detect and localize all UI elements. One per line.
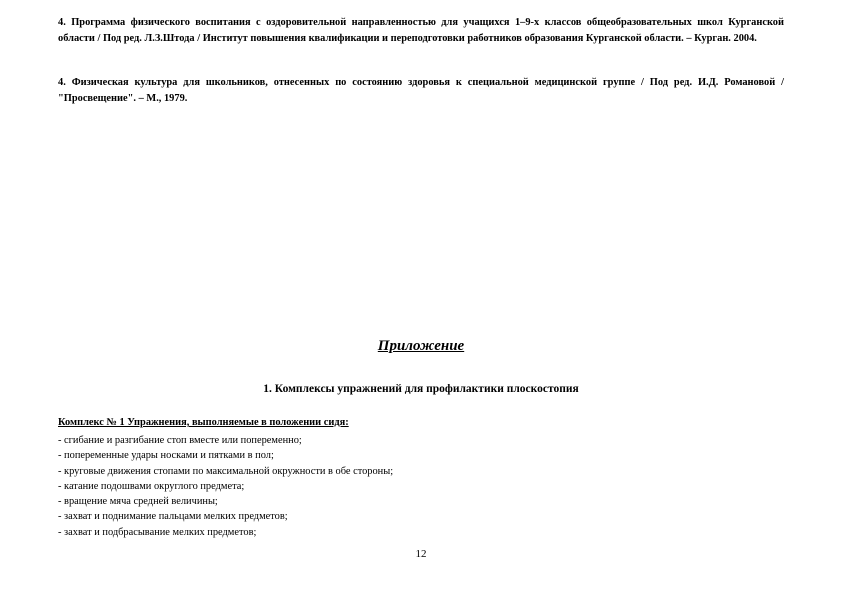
exercise-item: - вращение мяча средней величины; (58, 496, 218, 508)
reference-item: 4. Физическая культура для школьников, отнесенных по состоянию здоровья к специальной медицинской группе / Под ред. И.Д. Романовой / "Просвещение". – М., 1979. (58, 77, 784, 104)
exercise-list (58, 433, 393, 540)
exercise-item: - сгибание и разгибание стоп вместе или попеременно; (58, 435, 302, 446)
reference-item: 4. Программа физического воспитания с оздоровительной направленностью для учащихся 1–9-х классов общеобразовательных школ Курганской области / Под ред. Л.З.Штода / Институт повышения квалификации и переподготовки работников образования Курганской области. – Курган. 2004. (58, 17, 784, 44)
exercise-item: - круговые движения стопами по максимальной окружности в обе стороны; (58, 465, 394, 477)
exercise-item: - катание подошвами округлого предмета; (58, 480, 245, 492)
exercise-item: - попеременные удары носками и пятками в пол; (58, 450, 274, 462)
section-title: 1. Комплексы упражнений для профилактики плоскостопия (263, 383, 579, 395)
page-number: 12 (415, 548, 427, 560)
exercise-item: - захват и подбрасывание мелких предметов; (58, 526, 257, 538)
appendix-title: Приложение (377, 338, 465, 354)
complex-title: Комплекс № 1 Упражнения, выполняемые в положении сидя: (58, 417, 349, 428)
exercise-item: - захват и поднимание пальцами мелких предметов; (58, 511, 288, 523)
